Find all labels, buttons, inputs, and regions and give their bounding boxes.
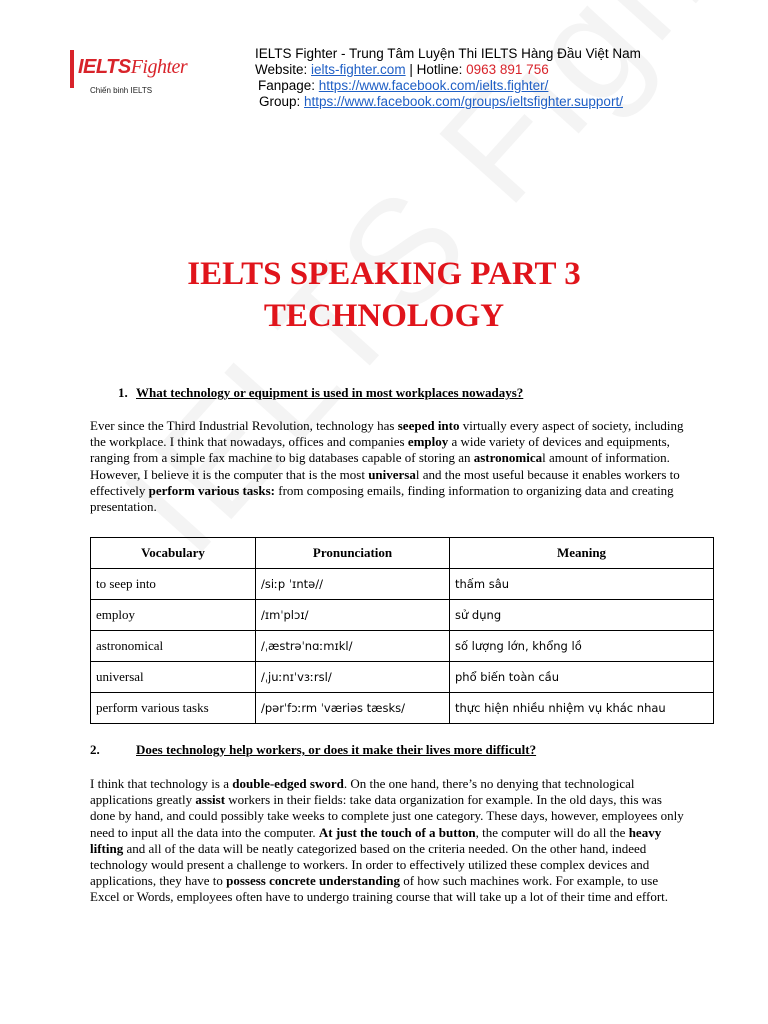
fanpage-link[interactable]: https://www.facebook.com/ielts.fighter/ (318, 78, 549, 93)
answer-2-text: workers in their fields: take data organization for example. In the old days, this was done by hand, and could possibly take weeks to complete just one category. These days, however, employees only need to input all the data into the computer. (90, 792, 684, 840)
pronunciation-cell: /ˌæstrəˈnɑːmɪkl/ (256, 631, 450, 662)
answer-1-text: a wide variety of devices and equipments, ranging from a simple fax machine to big databases capable of storing an (90, 434, 670, 466)
group-link[interactable]: https://www.facebook.com/groups/ieltsfighter.support/ (304, 94, 623, 109)
table-row (91, 662, 714, 693)
hotline-number: 0963 891 756 (466, 62, 549, 77)
table-row (91, 569, 714, 600)
pronunciation-cell: /ɪmˈplɔɪ/ (256, 600, 450, 631)
vocab-cell: astronomical (91, 631, 256, 662)
answer-2-text: and all of the data will be neatly categorized based on the criteria needed. On the other hand, indeed technology would present a challenge to workers. In order to effectively utilized these complex devices and applications, they have to (90, 840, 650, 889)
vocab-cell: perform various tasks (91, 693, 256, 724)
logo-brand (78, 56, 187, 79)
table-header-row (91, 538, 714, 569)
pronunciation-cell: /pərˈfɔːrm ˈværiəs tæsks/ (256, 693, 450, 724)
answer-1-text: Ever since the Third Industrial Revolution, technology has (90, 418, 398, 433)
table-row (91, 631, 714, 662)
meaning-cell: sử dụng (450, 600, 714, 631)
vocab-cell: employ (91, 600, 256, 631)
answer-1-keyword: seeped into (397, 418, 460, 433)
answer-2 (90, 776, 690, 906)
answer-1-keyword: employ (407, 434, 449, 450)
website-link[interactable]: ielts-fighter.com (311, 62, 406, 77)
question-2 (90, 742, 536, 758)
meaning-cell: phổ biến toàn cầu (450, 662, 714, 693)
answer-2-keyword: At just the touch of a button (318, 824, 476, 840)
answer-2-text: of how such machines work. For example, to use Excel or Words, employees often have to undergo training course that will take up a lot of their time and effort. (90, 873, 669, 905)
hotline-label: | Hotline: (405, 62, 467, 77)
header-line-2 (255, 62, 641, 78)
answer-2-keyword: possess concrete understanding (226, 873, 400, 889)
logo-tagline: Chiến binh IELTS (90, 86, 153, 95)
table-row (91, 693, 714, 724)
answer-1-keyword: universa (368, 466, 416, 482)
answer-1-text: from composing emails, finding information to organizing data and creating presentation. (90, 482, 674, 515)
website-label: Website: (255, 62, 312, 77)
question-1 (118, 385, 523, 401)
answer-1-keyword: astronomica (473, 450, 543, 466)
answer-1-text: l and the most useful because it enables workers to effectively (90, 466, 680, 498)
logo-bar (70, 50, 74, 88)
vocab-cell: universal (91, 662, 256, 693)
question-1-text: What technology or equipment is used in most workplaces nowadays? (136, 385, 524, 400)
logo-brand-main: IELTS (78, 56, 131, 78)
meaning-cell: thấm sâu (450, 569, 714, 600)
header-pronunciation: Pronunciation (256, 538, 450, 569)
header-line-1: IELTS Fighter - Trung Tâm Luyện Thi IELTS Hàng Đầu Việt Nam (255, 46, 641, 61)
vocabulary-table (90, 537, 714, 724)
answer-1 (90, 418, 690, 515)
answer-2-keyword: assist (195, 792, 226, 808)
group-label: Group: (259, 94, 305, 109)
meaning-cell: số lượng lớn, khổng lồ (450, 631, 714, 662)
answer-1-keyword: perform various tasks: (148, 482, 275, 498)
fanpage-label: Fanpage: (258, 78, 319, 93)
question-2-number: 2. (90, 742, 100, 757)
header-line-3 (255, 78, 641, 94)
answer-1-text: l amount of information. However, I believe it is the computer that is the most (90, 450, 670, 482)
page-title (0, 253, 768, 337)
pronunciation-cell: /siːp ˈɪntə// (256, 569, 450, 600)
title-line-2: TECHNOLOGY (263, 298, 505, 334)
answer-2-text: . On the one hand, there’s no denying that technological applications greatly (90, 776, 635, 808)
meaning-cell: thực hiện nhiều nhiệm vụ khác nhau (450, 693, 714, 724)
vocab-cell: to seep into (91, 569, 256, 600)
answer-1-text: virtually every aspect of society, including the workplace. I think that nowadays, offices and companies (90, 418, 684, 450)
header-line-4 (255, 94, 641, 110)
header-meaning: Meaning (450, 538, 714, 569)
header-vocabulary: Vocabulary (91, 538, 256, 569)
question-2-text: Does technology help workers, or does it make their lives more difficult? (136, 742, 537, 757)
answer-2-text: I think that technology is a (90, 776, 233, 791)
logo (70, 44, 188, 104)
logo-brand-sub: Fighter (130, 56, 188, 78)
answer-2-text: , the computer will do all the (475, 824, 629, 840)
pronunciation-cell: /ˌjuːnɪˈvɜːrsl/ (256, 662, 450, 693)
answer-2-keyword: heavy lifting (90, 824, 662, 856)
contact-header (255, 46, 641, 110)
table-row (91, 600, 714, 631)
answer-2-keyword: double-edged sword (232, 776, 344, 791)
question-1-number: 1. (118, 385, 128, 400)
title-line-1: IELTS SPEAKING PART 3 (187, 256, 581, 292)
